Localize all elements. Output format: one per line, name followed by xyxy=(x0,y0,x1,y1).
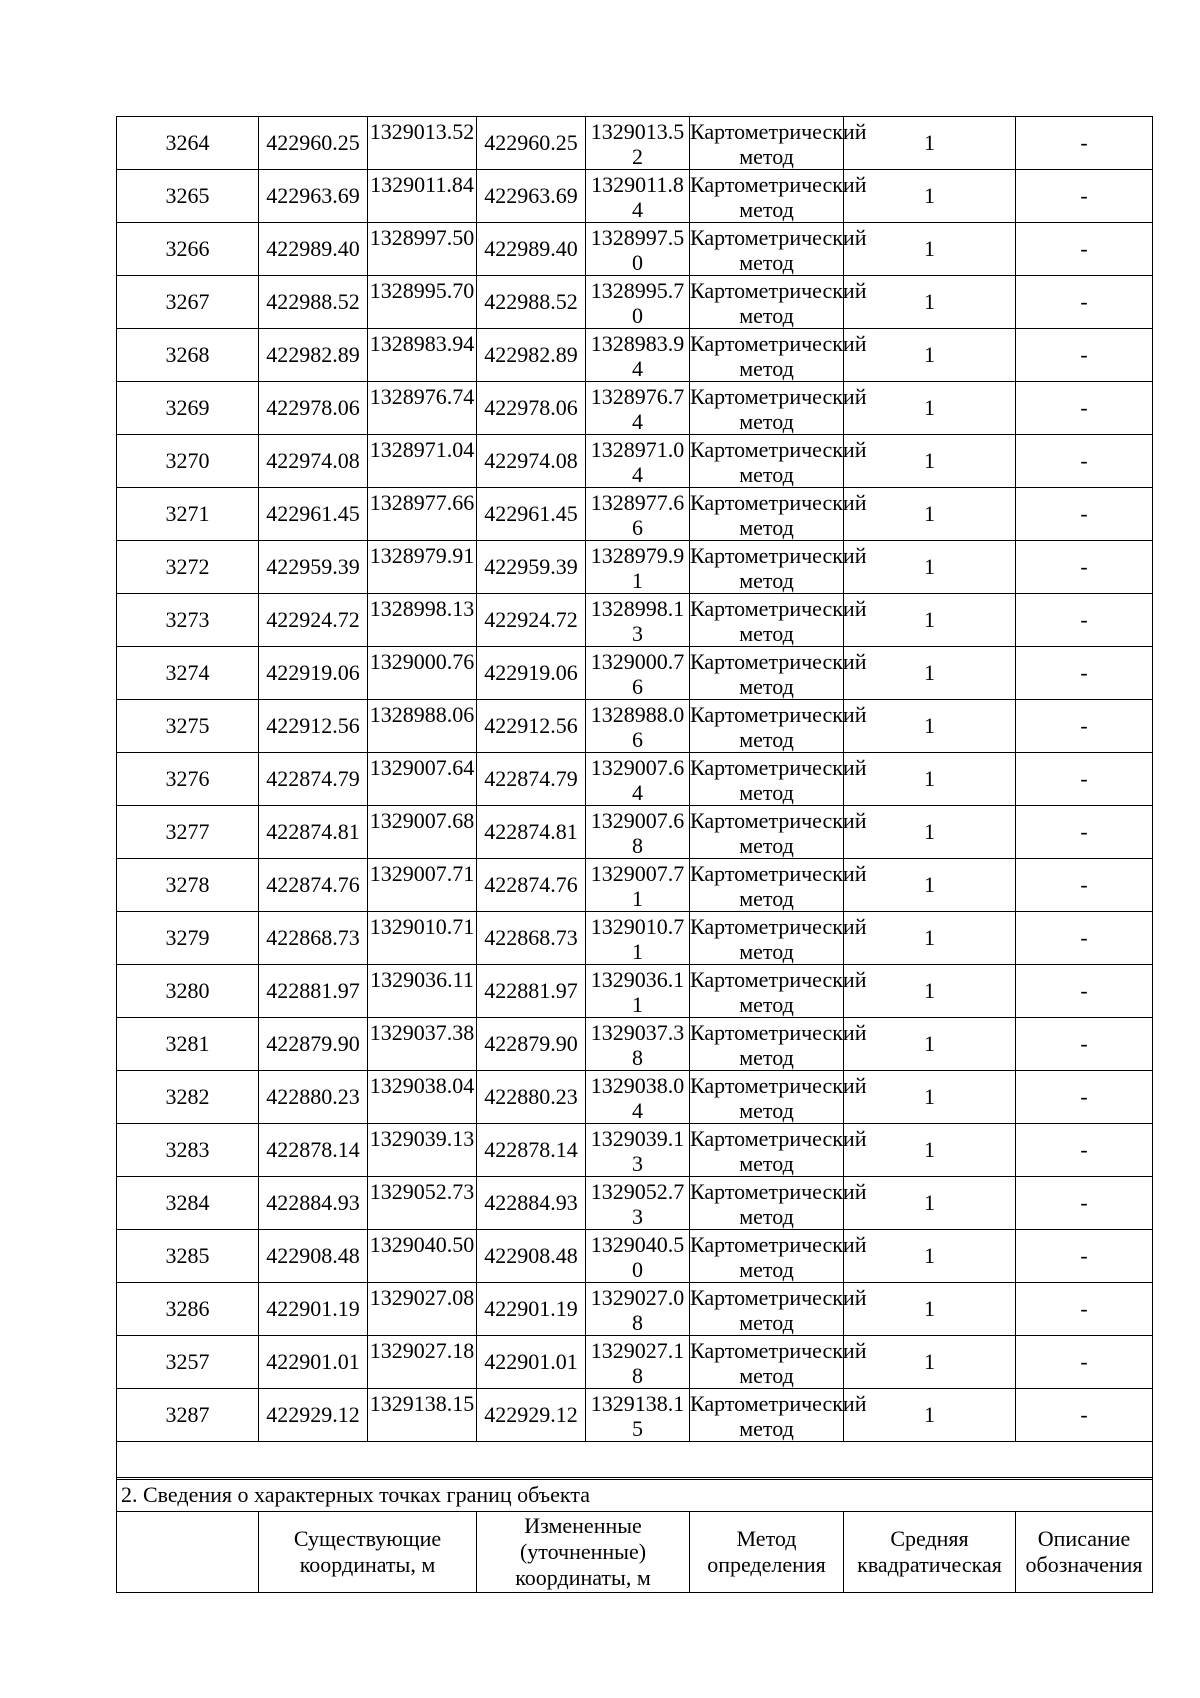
existing-y-cell: 1329037.38 xyxy=(368,1018,477,1071)
existing-y-cell: 1329000.76 xyxy=(368,647,477,700)
existing-y-cell: 1328971.04 xyxy=(368,435,477,488)
existing-y-cell: 1329036.11 xyxy=(368,965,477,1018)
table-row xyxy=(117,541,1153,594)
description-cell: - xyxy=(1016,541,1153,594)
table-row xyxy=(117,965,1153,1018)
existing-x-cell: 422884.93 xyxy=(259,1177,368,1230)
table-row xyxy=(117,647,1153,700)
accuracy-cell: 1 xyxy=(844,965,1016,1018)
changed-y-cell: 1329007.71 xyxy=(586,859,690,912)
accuracy-cell: 1 xyxy=(844,806,1016,859)
changed-x-cell: 422959.39 xyxy=(477,541,586,594)
changed-x-cell: 422879.90 xyxy=(477,1018,586,1071)
existing-y-cell: 1328997.50 xyxy=(368,223,477,276)
table-row xyxy=(117,488,1153,541)
accuracy-cell: 1 xyxy=(844,859,1016,912)
accuracy-cell: 1 xyxy=(844,647,1016,700)
method-cell: Картометрический метод xyxy=(690,1071,844,1124)
existing-y-cell: 1329010.71 xyxy=(368,912,477,965)
point-number-cell: 3266 xyxy=(117,223,259,276)
point-number-cell: 3257 xyxy=(117,1336,259,1389)
point-number-cell: 3273 xyxy=(117,594,259,647)
table-row xyxy=(117,1071,1153,1124)
method-cell: Картометрический метод xyxy=(690,700,844,753)
point-number-cell: 3287 xyxy=(117,1389,259,1442)
description-cell: - xyxy=(1016,1336,1153,1389)
existing-x-cell: 422912.56 xyxy=(259,700,368,753)
accuracy-cell: 1 xyxy=(844,1283,1016,1336)
point-number-cell: 3268 xyxy=(117,329,259,382)
method-cell: Картометрический метод xyxy=(690,1389,844,1442)
description-cell: - xyxy=(1016,1230,1153,1283)
changed-y-cell: 1328977.66 xyxy=(586,488,690,541)
description-cell: - xyxy=(1016,382,1153,435)
changed-x-cell: 422901.19 xyxy=(477,1283,586,1336)
accuracy-cell: 1 xyxy=(844,1177,1016,1230)
changed-x-cell: 422924.72 xyxy=(477,594,586,647)
description-cell: - xyxy=(1016,594,1153,647)
point-number-cell: 3267 xyxy=(117,276,259,329)
description-cell: - xyxy=(1016,170,1153,223)
existing-x-cell: 422989.40 xyxy=(259,223,368,276)
description-cell: - xyxy=(1016,1177,1153,1230)
existing-y-cell: 1329052.73 xyxy=(368,1177,477,1230)
changed-x-cell: 422989.40 xyxy=(477,223,586,276)
table-row xyxy=(117,1283,1153,1336)
accuracy-cell: 1 xyxy=(844,117,1016,170)
table-row xyxy=(117,276,1153,329)
point-number-cell: 3283 xyxy=(117,1124,259,1177)
changed-x-cell: 422874.79 xyxy=(477,753,586,806)
method-cell: Картометрический метод xyxy=(690,806,844,859)
changed-y-cell: 1328979.91 xyxy=(586,541,690,594)
changed-y-cell: 1328983.94 xyxy=(586,329,690,382)
changed-x-cell: 422988.52 xyxy=(477,276,586,329)
changed-y-cell: 1328988.06 xyxy=(586,700,690,753)
point-number-cell: 3275 xyxy=(117,700,259,753)
existing-y-cell: 1328995.70 xyxy=(368,276,477,329)
point-number-cell: 3284 xyxy=(117,1177,259,1230)
changed-y-cell: 1329038.04 xyxy=(586,1071,690,1124)
table-row xyxy=(117,1230,1153,1283)
changed-x-cell: 422978.06 xyxy=(477,382,586,435)
existing-x-cell: 422919.06 xyxy=(259,647,368,700)
changed-x-cell: 422974.08 xyxy=(477,435,586,488)
description-cell: - xyxy=(1016,117,1153,170)
table-row xyxy=(117,435,1153,488)
changed-x-cell: 422884.93 xyxy=(477,1177,586,1230)
changed-x-cell: 422929.12 xyxy=(477,1389,586,1442)
description-cell: - xyxy=(1016,1071,1153,1124)
existing-x-cell: 422879.90 xyxy=(259,1018,368,1071)
existing-x-cell: 422963.69 xyxy=(259,170,368,223)
changed-x-cell: 422881.97 xyxy=(477,965,586,1018)
changed-y-cell: 1329037.38 xyxy=(586,1018,690,1071)
accuracy-cell: 1 xyxy=(844,753,1016,806)
accuracy-cell: 1 xyxy=(844,1071,1016,1124)
existing-x-cell: 422974.08 xyxy=(259,435,368,488)
description-cell: - xyxy=(1016,488,1153,541)
accuracy-cell: 1 xyxy=(844,488,1016,541)
existing-x-cell: 422868.73 xyxy=(259,912,368,965)
changed-x-cell: 422901.01 xyxy=(477,1336,586,1389)
table-row xyxy=(117,594,1153,647)
changed-y-cell: 1329039.13 xyxy=(586,1124,690,1177)
existing-y-cell: 1328977.66 xyxy=(368,488,477,541)
table-row xyxy=(117,117,1153,170)
changed-y-cell: 1329007.64 xyxy=(586,753,690,806)
changed-x-cell: 422982.89 xyxy=(477,329,586,382)
existing-x-cell: 422959.39 xyxy=(259,541,368,594)
existing-y-cell: 1329040.50 xyxy=(368,1230,477,1283)
description-cell: - xyxy=(1016,329,1153,382)
accuracy-cell: 1 xyxy=(844,329,1016,382)
method-cell: Картометрический метод xyxy=(690,594,844,647)
point-number-cell: 3280 xyxy=(117,965,259,1018)
accuracy-cell: 1 xyxy=(844,1389,1016,1442)
existing-x-cell: 422874.76 xyxy=(259,859,368,912)
accuracy-cell: 1 xyxy=(844,170,1016,223)
changed-y-cell: 1329011.84 xyxy=(586,170,690,223)
changed-y-cell: 1329010.71 xyxy=(586,912,690,965)
description-cell: - xyxy=(1016,276,1153,329)
changed-y-cell: 1329036.11 xyxy=(586,965,690,1018)
changed-y-cell: 1328971.04 xyxy=(586,435,690,488)
header-method: Метод определения xyxy=(690,1512,844,1593)
existing-y-cell: 1328979.91 xyxy=(368,541,477,594)
accuracy-cell: 1 xyxy=(844,1230,1016,1283)
accuracy-cell: 1 xyxy=(844,1336,1016,1389)
table-row xyxy=(117,700,1153,753)
table-row xyxy=(117,806,1153,859)
method-cell: Картометрический метод xyxy=(690,1230,844,1283)
changed-y-cell: 1328998.13 xyxy=(586,594,690,647)
description-cell: - xyxy=(1016,1283,1153,1336)
existing-x-cell: 422929.12 xyxy=(259,1389,368,1442)
point-number-cell: 3269 xyxy=(117,382,259,435)
changed-x-cell: 422961.45 xyxy=(477,488,586,541)
changed-y-cell: 1328995.70 xyxy=(586,276,690,329)
method-cell: Картометрический метод xyxy=(690,965,844,1018)
changed-x-cell: 422963.69 xyxy=(477,170,586,223)
method-cell: Картометрический метод xyxy=(690,859,844,912)
existing-x-cell: 422978.06 xyxy=(259,382,368,435)
table-row xyxy=(117,1177,1153,1230)
empty-row xyxy=(117,1442,1153,1480)
description-cell: - xyxy=(1016,753,1153,806)
table-row xyxy=(117,223,1153,276)
changed-x-cell: 422908.48 xyxy=(477,1230,586,1283)
method-cell: Картометрический метод xyxy=(690,382,844,435)
header-description: Описание обозначения xyxy=(1016,1512,1153,1593)
existing-y-cell: 1328998.13 xyxy=(368,594,477,647)
accuracy-cell: 1 xyxy=(844,700,1016,753)
table-row xyxy=(117,1389,1153,1442)
section2-title: 2. Сведения о характерных точках границ объекта xyxy=(117,1478,1153,1512)
existing-y-cell: 1328976.74 xyxy=(368,382,477,435)
section2-table xyxy=(116,1477,1153,1593)
description-cell: - xyxy=(1016,1124,1153,1177)
accuracy-cell: 1 xyxy=(844,1124,1016,1177)
method-cell: Картометрический метод xyxy=(690,488,844,541)
existing-x-cell: 422881.97 xyxy=(259,965,368,1018)
point-number-cell: 3285 xyxy=(117,1230,259,1283)
existing-x-cell: 422988.52 xyxy=(259,276,368,329)
header-existing-coordinates: Существующие координаты, м xyxy=(259,1512,477,1593)
existing-y-cell: 1329011.84 xyxy=(368,170,477,223)
method-cell: Картометрический метод xyxy=(690,541,844,594)
existing-y-cell: 1329007.68 xyxy=(368,806,477,859)
header-changed-coordinates: Измененные (уточненные) координаты, м xyxy=(477,1512,690,1593)
changed-x-cell: 422960.25 xyxy=(477,117,586,170)
table-row xyxy=(117,1124,1153,1177)
existing-y-cell: 1329013.52 xyxy=(368,117,477,170)
table-row xyxy=(117,859,1153,912)
existing-x-cell: 422961.45 xyxy=(259,488,368,541)
changed-x-cell: 422912.56 xyxy=(477,700,586,753)
accuracy-cell: 1 xyxy=(844,223,1016,276)
accuracy-cell: 1 xyxy=(844,1018,1016,1071)
changed-y-cell: 1329013.52 xyxy=(586,117,690,170)
existing-y-cell: 1329138.15 xyxy=(368,1389,477,1442)
changed-y-cell: 1328976.74 xyxy=(586,382,690,435)
changed-y-cell: 1328997.50 xyxy=(586,223,690,276)
accuracy-cell: 1 xyxy=(844,382,1016,435)
point-number-cell: 3272 xyxy=(117,541,259,594)
description-cell: - xyxy=(1016,1018,1153,1071)
description-cell: - xyxy=(1016,647,1153,700)
changed-x-cell: 422874.81 xyxy=(477,806,586,859)
method-cell: Картометрический метод xyxy=(690,1177,844,1230)
existing-x-cell: 422908.48 xyxy=(259,1230,368,1283)
table-row xyxy=(117,382,1153,435)
point-number-cell: 3281 xyxy=(117,1018,259,1071)
header-accuracy: Средняя квадратическая xyxy=(844,1512,1016,1593)
point-number-cell: 3276 xyxy=(117,753,259,806)
existing-x-cell: 422874.79 xyxy=(259,753,368,806)
empty-cell xyxy=(117,1442,1153,1480)
point-number-cell: 3271 xyxy=(117,488,259,541)
table-row xyxy=(117,170,1153,223)
changed-y-cell: 1329027.08 xyxy=(586,1283,690,1336)
method-cell: Картометрический метод xyxy=(690,435,844,488)
changed-y-cell: 1329000.76 xyxy=(586,647,690,700)
method-cell: Картометрический метод xyxy=(690,1283,844,1336)
description-cell: - xyxy=(1016,435,1153,488)
existing-y-cell: 1329027.08 xyxy=(368,1283,477,1336)
existing-y-cell: 1329038.04 xyxy=(368,1071,477,1124)
description-cell: - xyxy=(1016,1389,1153,1442)
description-cell: - xyxy=(1016,912,1153,965)
changed-y-cell: 1329007.68 xyxy=(586,806,690,859)
existing-x-cell: 422901.01 xyxy=(259,1336,368,1389)
method-cell: Картометрический метод xyxy=(690,329,844,382)
existing-y-cell: 1329007.64 xyxy=(368,753,477,806)
method-cell: Картометрический метод xyxy=(690,912,844,965)
table-row xyxy=(117,753,1153,806)
description-cell: - xyxy=(1016,859,1153,912)
method-cell: Картометрический метод xyxy=(690,647,844,700)
table-row xyxy=(117,1336,1153,1389)
method-cell: Картометрический метод xyxy=(690,1336,844,1389)
existing-y-cell: 1329027.18 xyxy=(368,1336,477,1389)
changed-x-cell: 422868.73 xyxy=(477,912,586,965)
changed-y-cell: 1329027.18 xyxy=(586,1336,690,1389)
point-number-cell: 3274 xyxy=(117,647,259,700)
point-number-cell: 3270 xyxy=(117,435,259,488)
description-cell: - xyxy=(1016,223,1153,276)
changed-x-cell: 422874.76 xyxy=(477,859,586,912)
description-cell: - xyxy=(1016,806,1153,859)
description-cell: - xyxy=(1016,700,1153,753)
point-number-cell: 3265 xyxy=(117,170,259,223)
method-cell: Картометрический метод xyxy=(690,223,844,276)
point-number-cell: 3279 xyxy=(117,912,259,965)
description-cell: - xyxy=(1016,965,1153,1018)
method-cell: Картометрический метод xyxy=(690,170,844,223)
changed-x-cell: 422878.14 xyxy=(477,1124,586,1177)
accuracy-cell: 1 xyxy=(844,541,1016,594)
accuracy-cell: 1 xyxy=(844,594,1016,647)
changed-y-cell: 1329052.73 xyxy=(586,1177,690,1230)
existing-x-cell: 422874.81 xyxy=(259,806,368,859)
existing-x-cell: 422982.89 xyxy=(259,329,368,382)
point-number-cell: 3286 xyxy=(117,1283,259,1336)
existing-x-cell: 422878.14 xyxy=(259,1124,368,1177)
method-cell: Картометрический метод xyxy=(690,1018,844,1071)
accuracy-cell: 1 xyxy=(844,435,1016,488)
point-number-cell: 3278 xyxy=(117,859,259,912)
method-cell: Картометрический метод xyxy=(690,276,844,329)
table-row xyxy=(117,912,1153,965)
changed-y-cell: 1329040.50 xyxy=(586,1230,690,1283)
existing-x-cell: 422901.19 xyxy=(259,1283,368,1336)
point-number-cell: 3264 xyxy=(117,117,259,170)
table-row xyxy=(117,1018,1153,1071)
coordinates-table xyxy=(116,116,1153,1480)
method-cell: Картометрический метод xyxy=(690,117,844,170)
existing-y-cell: 1329007.71 xyxy=(368,859,477,912)
point-number-cell: 3277 xyxy=(117,806,259,859)
changed-x-cell: 422919.06 xyxy=(477,647,586,700)
existing-x-cell: 422960.25 xyxy=(259,117,368,170)
existing-y-cell: 1328988.06 xyxy=(368,700,477,753)
existing-x-cell: 422880.23 xyxy=(259,1071,368,1124)
accuracy-cell: 1 xyxy=(844,912,1016,965)
header-empty-cell xyxy=(117,1512,259,1593)
method-cell: Картометрический метод xyxy=(690,753,844,806)
accuracy-cell: 1 xyxy=(844,276,1016,329)
existing-y-cell: 1328983.94 xyxy=(368,329,477,382)
changed-x-cell: 422880.23 xyxy=(477,1071,586,1124)
table-row xyxy=(117,329,1153,382)
point-number-cell: 3282 xyxy=(117,1071,259,1124)
existing-y-cell: 1329039.13 xyxy=(368,1124,477,1177)
existing-x-cell: 422924.72 xyxy=(259,594,368,647)
method-cell: Картометрический метод xyxy=(690,1124,844,1177)
changed-y-cell: 1329138.15 xyxy=(586,1389,690,1442)
